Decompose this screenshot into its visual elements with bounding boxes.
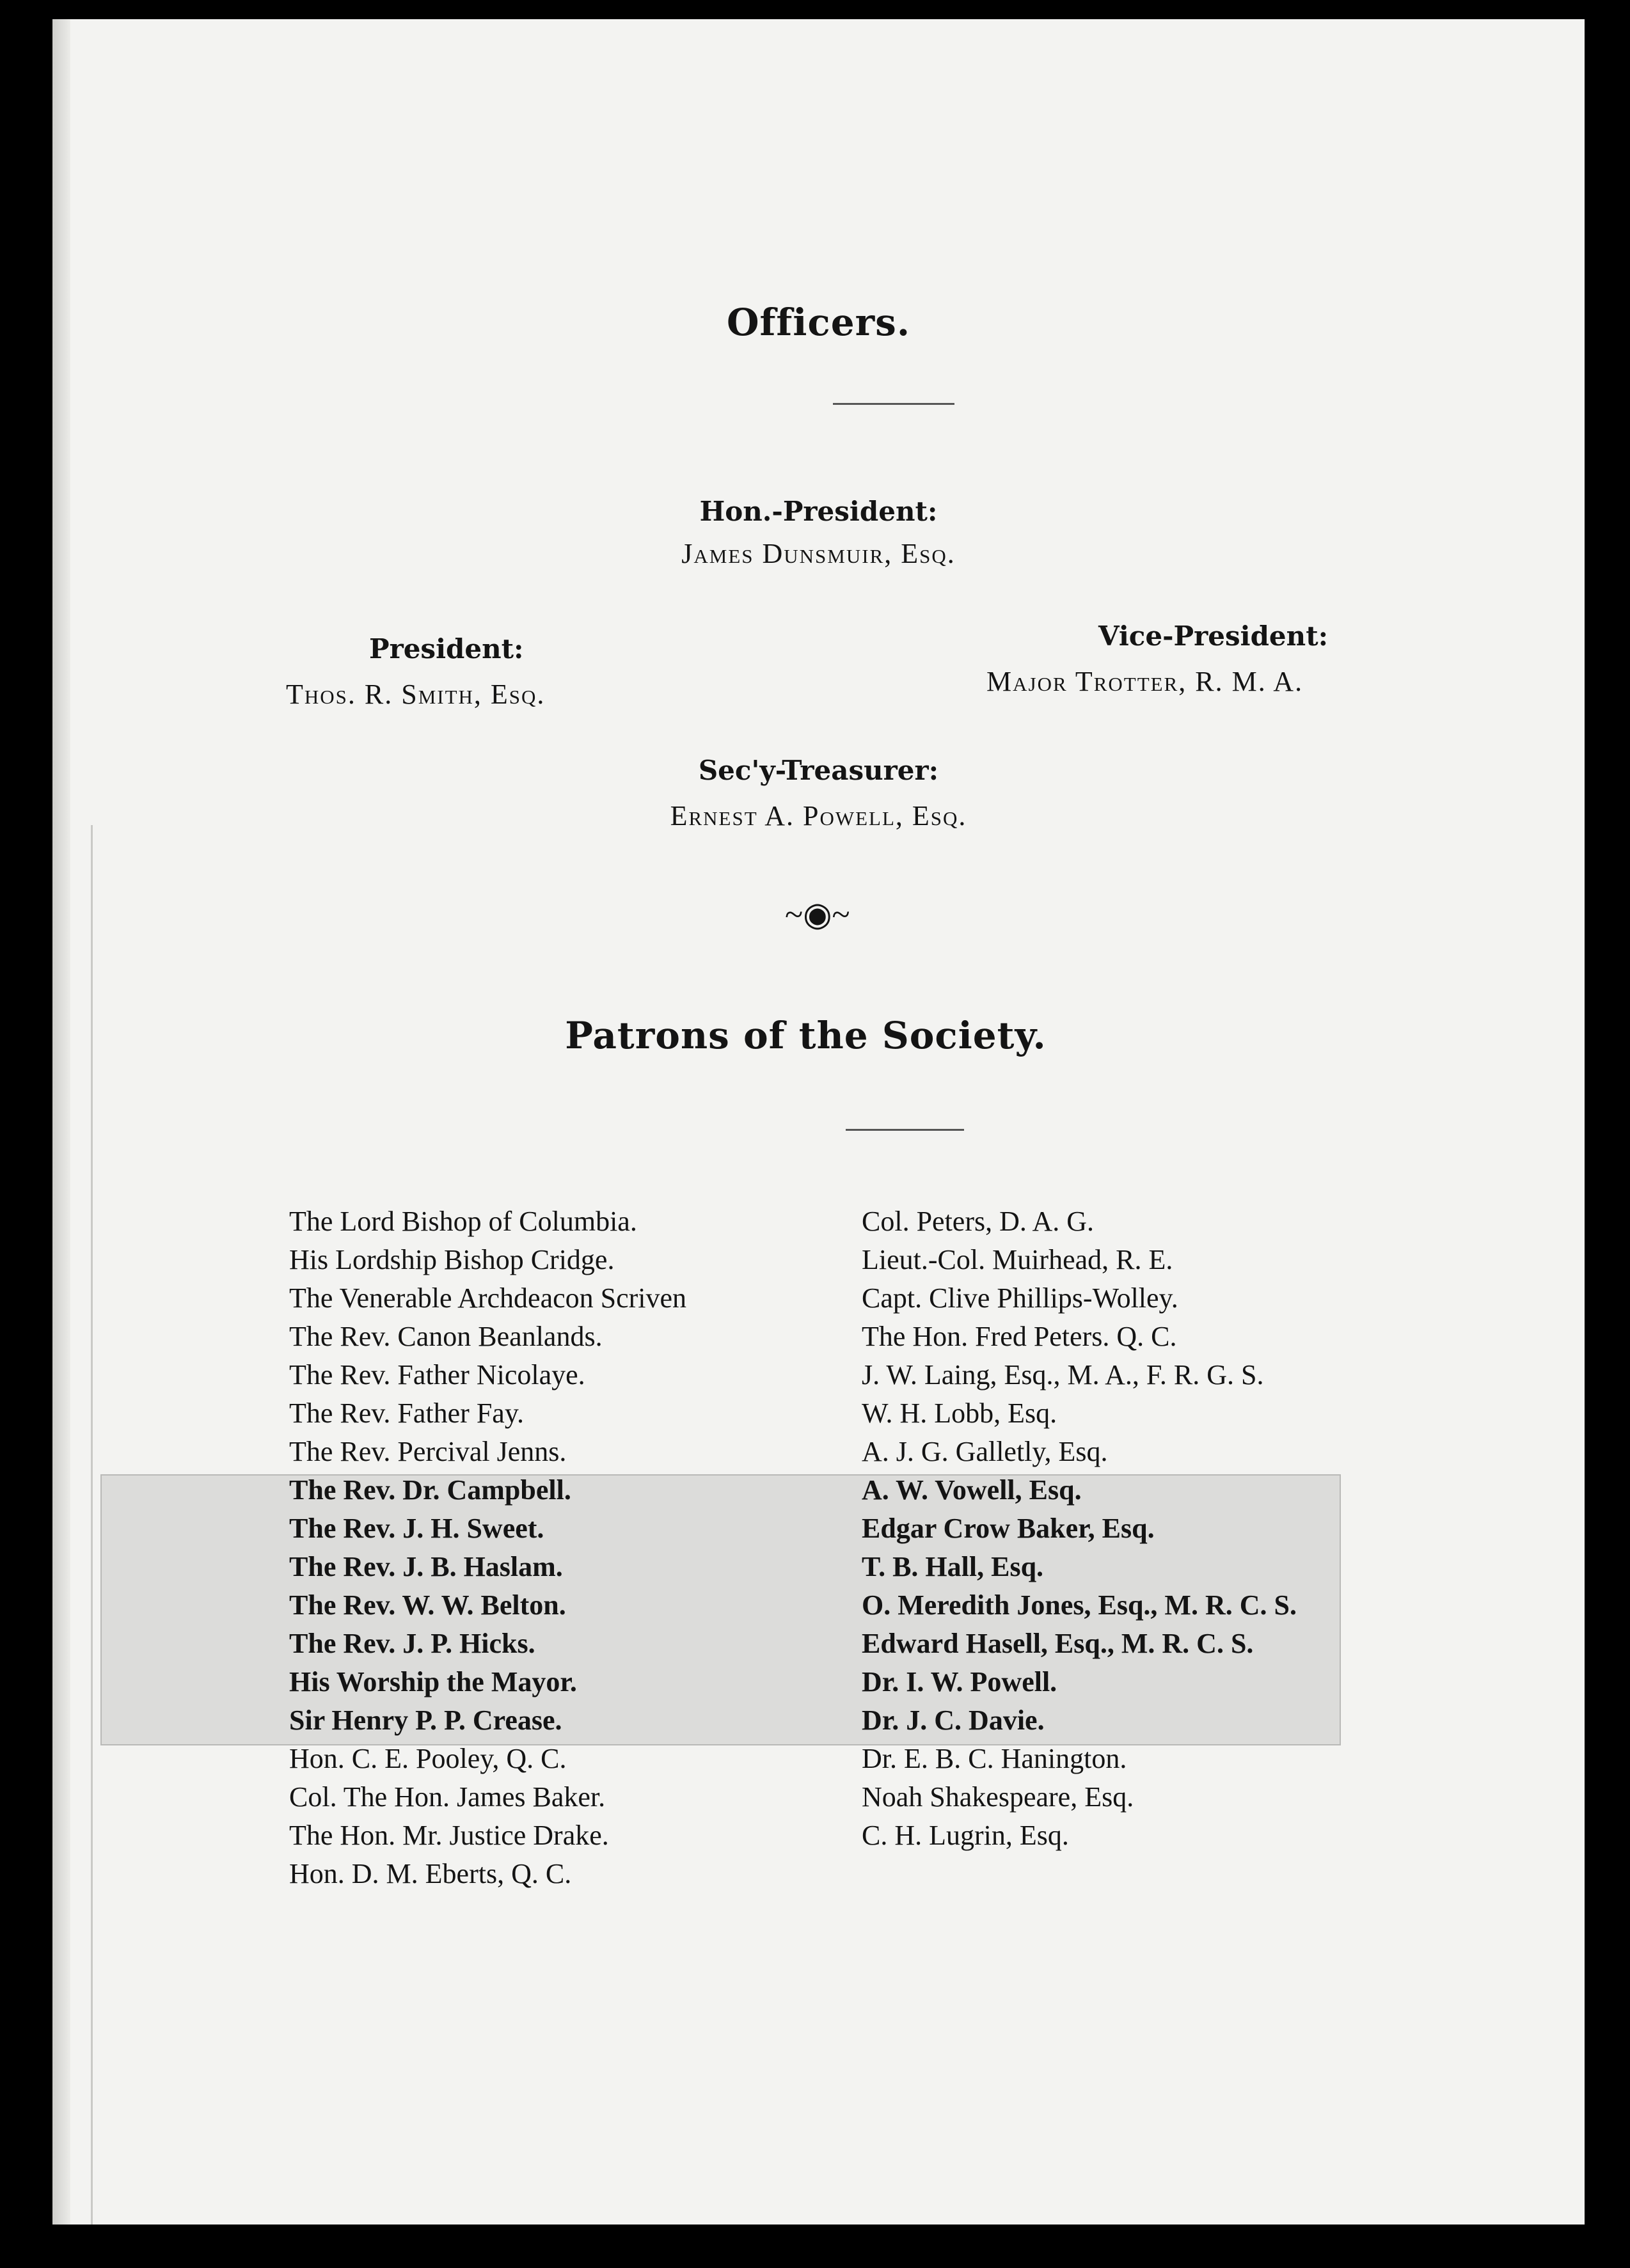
vice-president-role: Vice-President: — [1098, 620, 1329, 652]
patron-entry: The Rev. W. W. Belton. — [289, 1589, 566, 1621]
patrons-heading: Patrons of the Society. — [565, 1014, 1047, 1057]
patrons-right-column — [862, 1202, 1297, 1855]
patron-entry: The Hon. Mr. Justice Drake. — [289, 1820, 609, 1851]
patron-entry: Edgar Crow Baker, Esq. — [862, 1513, 1155, 1544]
patron-entry: The Rev. Dr. Campbell. — [289, 1474, 571, 1506]
patron-entry: His Worship the Mayor. — [289, 1666, 577, 1697]
patron-entry: Col. The Hon. James Baker. — [289, 1781, 606, 1813]
officers-heading: Officers. — [726, 301, 911, 344]
hon-president-name: James Dunsmuir, Esq. — [681, 538, 956, 569]
patron-entry: Capt. Clive Phillips-Wolley. — [862, 1282, 1178, 1314]
patron-entry: Edward Hasell, Esq., M. R. C. S. — [862, 1628, 1254, 1659]
patron-entry: Lieut.-Col. Muirhead, R. E. — [862, 1244, 1173, 1275]
patron-entry: Dr. I. W. Powell. — [862, 1666, 1057, 1697]
vice-president-name: Major Trotter, R. M. A. — [986, 666, 1304, 697]
ornament-divider: ~◉~ — [785, 897, 850, 933]
patron-entry: The Rev. Father Nicolaye. — [289, 1359, 585, 1390]
hon-president-role: Hon.-President: — [699, 496, 938, 527]
patron-entry: W. H. Lobb, Esq. — [862, 1398, 1057, 1429]
officers-rule — [833, 403, 954, 405]
patron-entry: The Rev. J. B. Haslam. — [289, 1551, 563, 1582]
president-name: Thos. R. Smith, Esq. — [286, 679, 546, 710]
patron-entry: Dr. E. B. C. Hanington. — [862, 1743, 1127, 1774]
patron-entry: Hon. D. M. Eberts, Q. C. — [289, 1858, 572, 1889]
patron-entry: The Venerable Archdeacon Scriven — [289, 1282, 687, 1314]
patron-entry: The Rev. Canon Beanlands. — [289, 1321, 603, 1352]
patron-entry: A. J. G. Galletly, Esq. — [862, 1436, 1108, 1467]
patron-entry: O. Meredith Jones, Esq., M. R. C. S. — [862, 1589, 1297, 1621]
patron-entry: The Rev. Father Fay. — [289, 1398, 524, 1429]
patron-entry: Hon. C. E. Pooley, Q. C. — [289, 1743, 567, 1774]
patron-entry: Sir Henry P. P. Crease. — [289, 1705, 562, 1736]
president-role: President: — [369, 633, 524, 665]
patron-entry: Col. Peters, D. A. G. — [862, 1206, 1094, 1237]
patron-entry: Noah Shakespeare, Esq. — [862, 1781, 1134, 1813]
patron-entry: J. W. Laing, Esq., M. A., F. R. G. S. — [862, 1359, 1264, 1390]
secretary-treasurer-name: Ernest A. Powell, Esq. — [670, 800, 967, 831]
patron-entry: The Lord Bishop of Columbia. — [289, 1206, 637, 1237]
patron-entry: T. B. Hall, Esq. — [862, 1551, 1044, 1582]
patron-entry: The Rev. J. P. Hicks. — [289, 1628, 535, 1659]
patron-entry: A. W. Vowell, Esq. — [862, 1474, 1082, 1506]
patron-entry: C. H. Lugrin, Esq. — [862, 1820, 1069, 1851]
secretary-treasurer-role: Sec'y-Treasurer: — [698, 755, 939, 786]
patron-entry: The Hon. Fred Peters. Q. C. — [862, 1321, 1177, 1352]
patrons-rule — [846, 1129, 964, 1131]
patron-entry: The Rev. J. H. Sweet. — [289, 1513, 544, 1544]
document-page — [52, 19, 1585, 2225]
patrons-left-column — [289, 1202, 686, 1893]
patron-entry: The Rev. Percival Jenns. — [289, 1436, 567, 1467]
patron-entry: Dr. J. C. Davie. — [862, 1705, 1045, 1736]
patron-entry: His Lordship Bishop Cridge. — [289, 1244, 615, 1275]
